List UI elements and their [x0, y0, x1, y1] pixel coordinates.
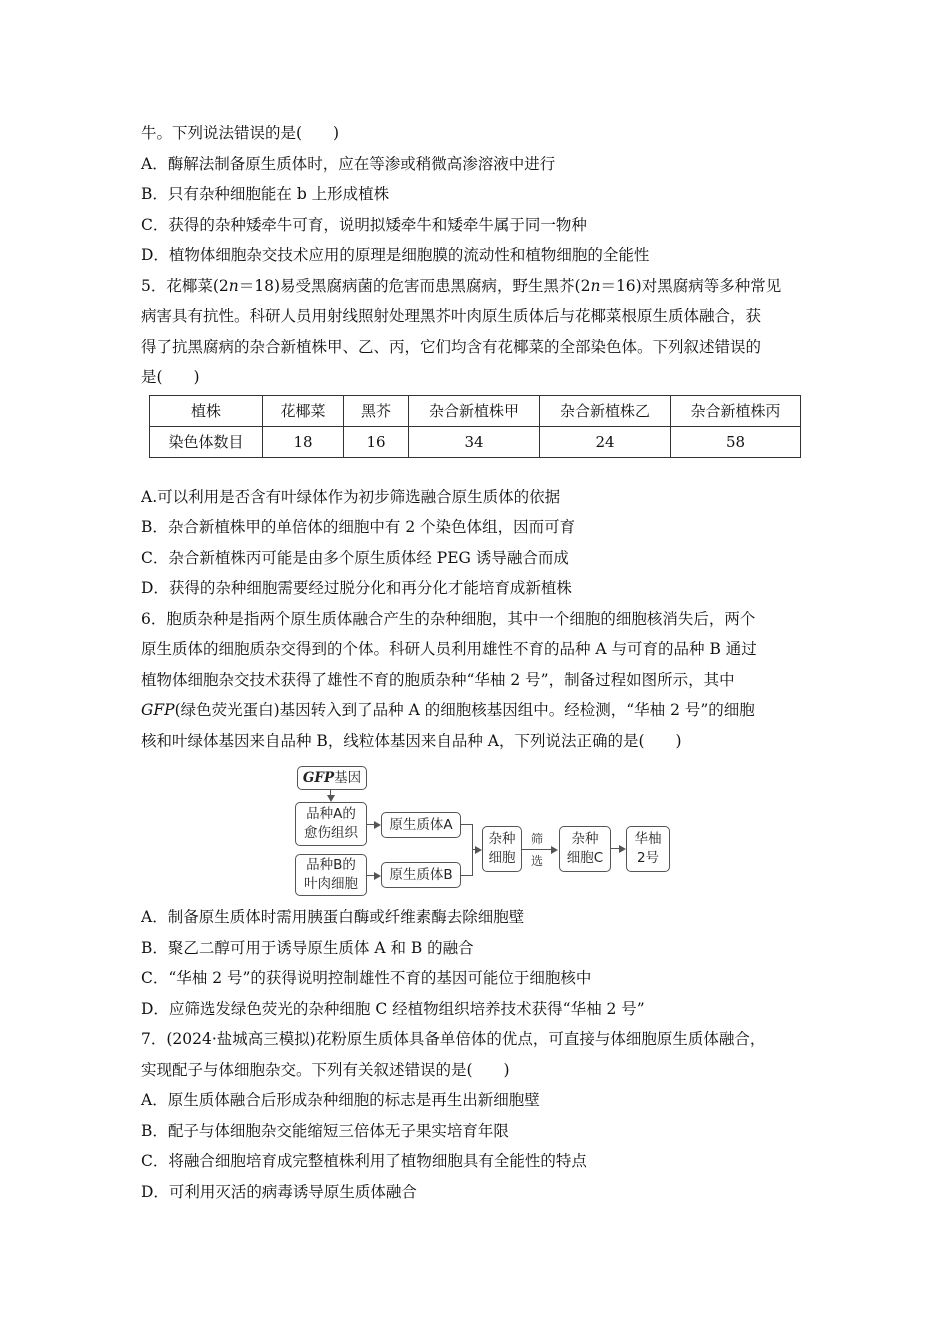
q5-option-d: D．获得的杂种细胞需要经过脱分化和再分化才能培育成新植株	[141, 579, 572, 597]
q7-option-a: A．原生质体融合后形成杂种细胞的标志是再生出新细胞壁	[141, 1091, 540, 1109]
table-cell: 染色体数目	[150, 426, 263, 457]
q5-stem-line-3: 得了抗黑腐病的杂合新植株甲、乙、丙，它们均含有花椰菜的全部染色体。下列叙述错误的	[141, 337, 762, 356]
table-cell: 18	[263, 426, 344, 457]
table-cell: 花椰菜	[263, 395, 344, 426]
q4-option-b: B．只有杂种细胞能在 b 上形成植株	[141, 185, 390, 203]
table-cell: 杂合新植株乙	[540, 395, 671, 426]
q7-option-b: B．配子与体细胞杂交能缩短三倍体无子果实培育年限	[141, 1121, 509, 1140]
q7-stem-line-2: 实现配子与体细胞杂交。下列有关叙述错误的是( )	[141, 1060, 510, 1079]
q7-option-d: D．可利用灭活的病毒诱导原生质体融合	[141, 1182, 417, 1201]
q5-stem-line-2: 病害具有抗性。科研人员用射线照射处理黑芥叶肉原生质体后与花椰菜根原生质体融合，获	[141, 307, 762, 325]
q7-option-c: C．将融合细胞培育成完整植株利用了植物细胞具有全能性的特点	[141, 1152, 587, 1170]
hybrid-cell-c-box: 杂种 细胞C	[559, 826, 611, 872]
q5-stem-line-1: 5．花椰菜(2n＝18)易受黑腐病菌的危害而患黑腐病，野生黑芥(2n＝16)对黑腐病等多种常见	[141, 276, 782, 295]
protoplast-a-box: 原生质体A	[381, 812, 461, 838]
table-cell: 杂合新植株丙	[671, 395, 801, 426]
q4-stem: 牛。下列说法错误的是( )	[141, 124, 340, 142]
exam-page	[141, 118, 811, 1207]
q6-option-a: A．制备原生质体时需用胰蛋白酶或纤维素酶去除细胞壁	[141, 908, 525, 926]
table-cell: 24	[540, 426, 671, 457]
q6-stem-line-4: GFP(绿色荧光蛋白)基因转入到了品种 A 的细胞核基因组中。经检测，“华柚 2 号”的细胞	[141, 701, 755, 719]
huayou-2-box: 华柚 2号	[626, 826, 670, 872]
table-cell: 58	[671, 426, 801, 457]
q5-stem-line-4: 是( )	[141, 368, 200, 386]
gfp-gene-box: GFP基因	[297, 766, 367, 790]
table-header-row	[150, 395, 801, 426]
q4-option-d: D．植物体细胞杂交技术应用的原理是细胞膜的流动性和植物细胞的全能性	[141, 246, 650, 264]
arrow-line	[522, 849, 552, 850]
table-row	[150, 426, 801, 457]
q4-option-c: C．获得的杂种矮牵牛可育，说明拟矮牵牛和矮牵牛属于同一物种	[141, 215, 587, 234]
q6-stem-line-5: 核和叶绿体基因来自品种 B，线粒体基因来自品种 A，下列说法正确的是( )	[141, 731, 682, 750]
q7-stem-line-1: 7．(2024·盐城高三模拟)花粉原生质体具备单倍体的优点，可直接与体细胞原生质体融合，	[141, 1030, 766, 1048]
table-cell: 杂合新植株甲	[409, 395, 540, 426]
arrow-right-icon	[551, 846, 558, 854]
q5-option-c: C．杂合新植株丙可能是由多个原生质体经 PEG 诱导融合而成	[141, 548, 569, 567]
screen-label: 选	[530, 854, 543, 868]
q4-option-a: A．酶解法制备原生质体时，应在等渗或稍微高渗溶液中进行	[141, 154, 556, 173]
q6-stem-line-2: 原生质体的细胞质杂交得到的个体。科研人员利用雄性不育的品种 A 与可育的品种 B 通过	[141, 640, 757, 658]
q6-stem-line-1: 6．胞质杂种是指两个原生质体融合产生的杂种细胞，其中一个细胞的细胞核消失后，两个	[141, 609, 756, 628]
arrow-right-icon	[374, 872, 381, 880]
table-cell: 黑芥	[344, 395, 409, 426]
table-cell: 34	[409, 426, 540, 457]
chromosome-table	[149, 395, 801, 458]
q5-option-b: B．杂合新植株甲的单倍体的细胞中有 2 个染色体组，因而可育	[141, 518, 576, 536]
arrow-right-icon	[374, 821, 381, 829]
q6-stem-line-3: 植物体细胞杂交技术获得了雄性不育的胞质杂种“华柚 2 号”，制备过程如图所示，其中	[141, 670, 735, 689]
hybrid-process-diagram	[141, 764, 811, 896]
q6-option-d: D．应筛选发绿色荧光的杂种细胞 C 经植物组织培养技术获得“华柚 2 号”	[141, 999, 645, 1018]
hybrid-cell-box: 杂种 细胞	[482, 826, 522, 872]
arrow-right-icon	[475, 846, 482, 854]
screen-label: 筛	[530, 832, 543, 846]
table-cell: 植株	[150, 395, 263, 426]
q5-option-a: A.可以利用是否含有叶绿体作为初步筛选融合原生质体的依据	[141, 487, 561, 506]
variety-a-callus-box: 品种A的 愈伤组织	[295, 802, 367, 846]
q6-option-c: C．“华柚 2 号”的获得说明控制雄性不育的基因可能位于细胞核中	[141, 969, 592, 987]
q6-option-b: B．聚乙二醇可用于诱导原生质体 A 和 B 的融合	[141, 938, 474, 957]
arrow-right-icon	[619, 845, 626, 853]
protoplast-b-box: 原生质体B	[381, 862, 461, 888]
variety-b-mesophyll-box: 品种B的 叶肉细胞	[295, 854, 367, 896]
arrow-down-icon	[327, 795, 335, 802]
table-cell: 16	[344, 426, 409, 457]
